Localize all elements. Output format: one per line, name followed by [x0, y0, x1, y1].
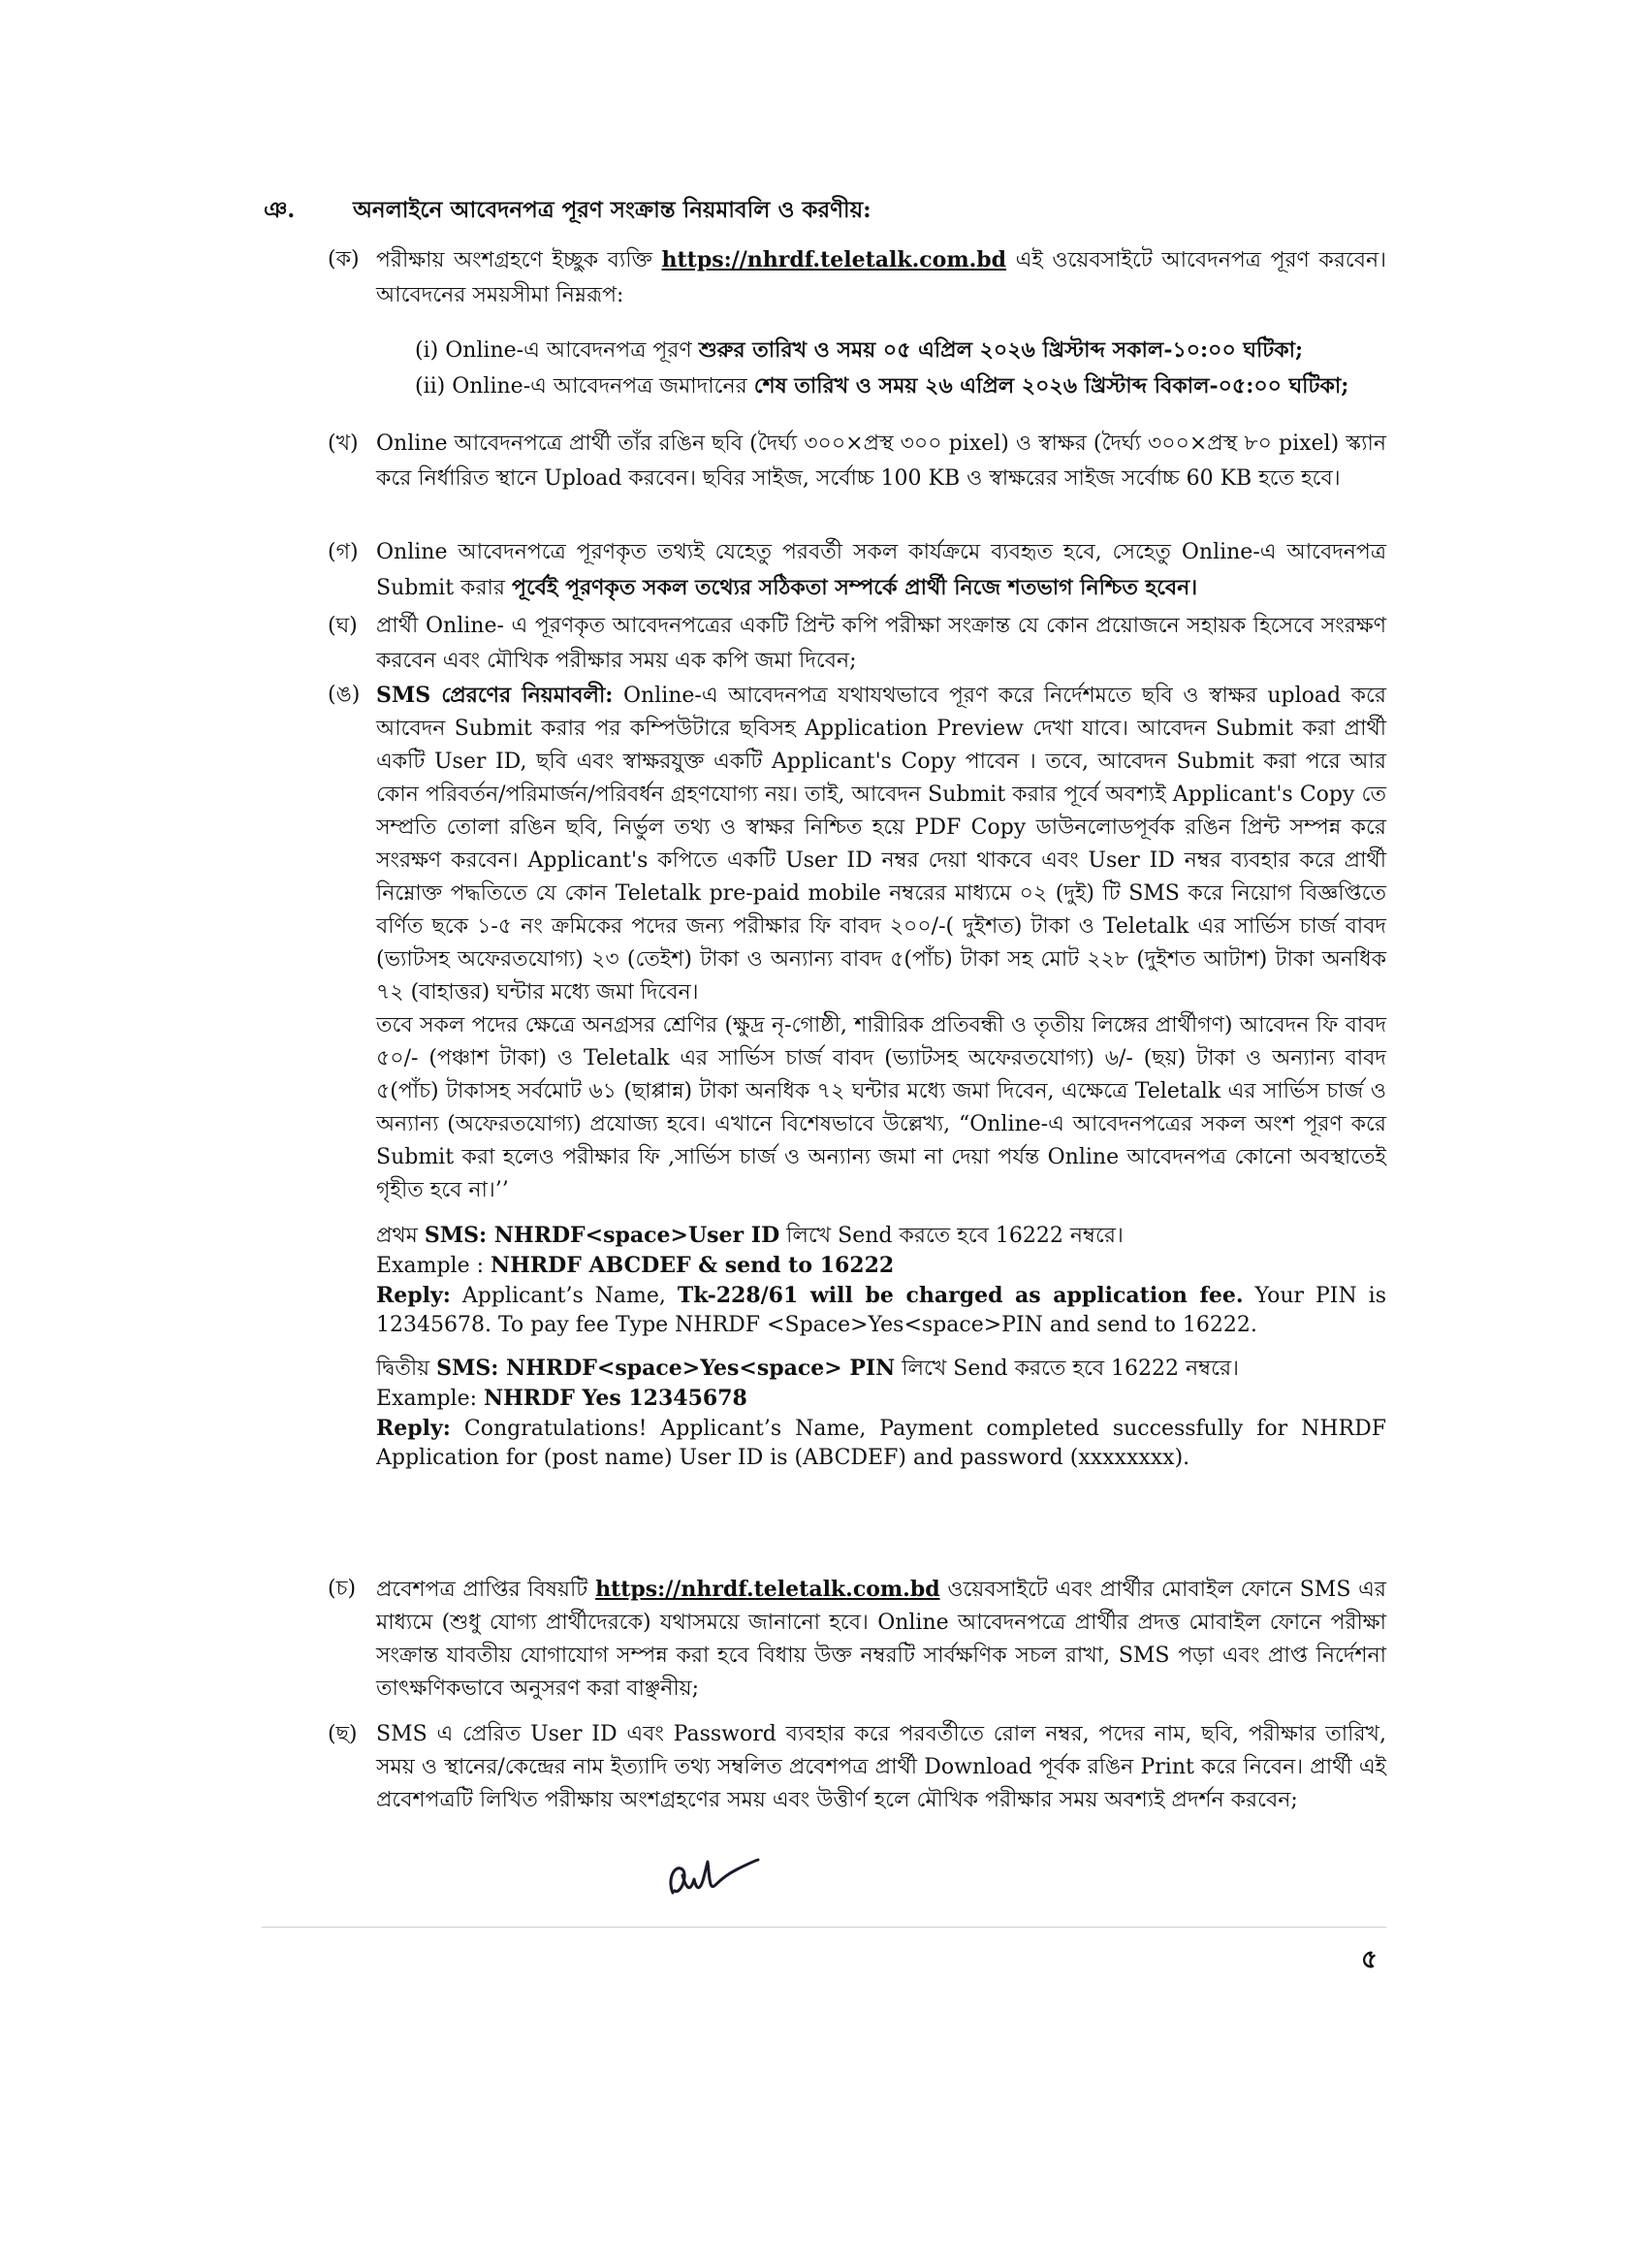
schedule-list [376, 333, 1386, 404]
section-marker: ঞ. [264, 197, 296, 223]
sms-step-1 [376, 1221, 1386, 1340]
item-ga [328, 535, 1386, 606]
item-label: (ঘ) [328, 614, 358, 638]
item-kha [328, 427, 1386, 496]
section-title: অনলাইনে আবেদনপত্র পূরণ সংক্রান্ত নিয়মাবলি ও করণীয়: [353, 197, 872, 223]
page-number: ৫ [1361, 1945, 1378, 1974]
item-label: (ছ) [328, 1722, 358, 1746]
item-label: (খ) [328, 431, 359, 456]
item-label: (চ) [328, 1577, 357, 1601]
signature-mark [665, 1850, 762, 1908]
item-chha-text: SMS এ প্রেরিত User ID এবং Password ব্যবহার করে পরবর্তীতে রোল নম্বর, পদের নাম, ছবি, পরীক্ষার তারিখ, সময় ও স্থানের/কেন্দ্রের নাম ইত্যাদি তথ্য সম্বলিত প্রবেশপত্র প্রার্থী Download পূর্বক রঙিন Print করে নিবেন। প্রার্থী এই প্রবেশপত্রটি লিখিত পরীক্ষায় অংশগ্রহণের সময় এবং উত্তীর্ণ হলে মৌখিক পরীক্ষার সময় অবশ্যই প্রদর্শন করবেন; [376, 1722, 1386, 1812]
item-chha [328, 1718, 1386, 1817]
item-label: (গ) [328, 540, 359, 564]
sms-step-2 [376, 1354, 1386, 1473]
item-gha-text: প্রার্থী Online- এ পূরণকৃত আবেদনপত্রের একটি প্রিন্ট কপি পরীক্ষা সংক্রান্ত যে কোন প্রয়োজনে সহায়ক হিসেবে সংরক্ষণ করবেন এবং মৌখিক পরীক্ষার সময় এক কপি জমা দিবেন; [376, 614, 1386, 673]
sms-step-1-instruction: প্রথম SMS: NHRDF<space>User ID লিখে Send করতে হবে 16222 নম্বরে। [376, 1223, 1124, 1248]
item-cha-text: প্রবেশপত্র প্রাপ্তির বিষয়টি https://nhrdf.teletalk.com.bd ওয়েবসাইটে এবং প্রার্থীর মোবাইল ফোনে SMS এর মাধ্যমে (শুধু যোগ্য প্রার্থীদেরকে) যথাসময়ে জানানো হবে। Online আবেদনপত্রে প্রার্থীর প্রদত্ত মোবাইল ফোনে পরীক্ষা সংক্রান্ত যাবতীয় যোগাযোগ সম্পন্ন করা হবে বিধায় উক্ত নম্বরটি সার্বক্ষণিক সচল রাখা, SMS পড়া এবং প্রাপ্ত নির্দেশনা তাৎক্ষণিকভাবে অনুসরণ করা বাঞ্ছনীয়; [376, 1577, 1386, 1701]
item-ka-intro: পরীক্ষায় অংশগ্রহণে ইচ্ছুক ব্যক্তি https://nhrdf.teletalk.com.bd এই ওয়েবসাইটে আবেদনপত্র পূরণ করবেন। আবেদনের সময়সীমা নিম্নরূপ: [376, 247, 1387, 307]
sms-step-2-instruction: দ্বিতীয় SMS: NHRDF<space>Yes<space> PIN লিখে Send করতে হবে 16222 নম্বরে। [376, 1356, 1239, 1381]
sms-step-1-reply: Reply: Applicant’s Name, Tk-228/61 will be charged as application fee. Your PIN is 12345678. To pay fee Type NHRDF <Space>Yes<space>PIN and send to 16222. [376, 1283, 1386, 1337]
website-link[interactable]: https://nhrdf.teletalk.com.bd [595, 1577, 940, 1602]
website-link[interactable]: https://nhrdf.teletalk.com.bd [661, 247, 1007, 272]
sms-rules-para-2: তবে সকল পদের ক্ষেত্রে অনগ্রসর শ্রেণির (ক্ষুদ্র নৃ-গোষ্ঠী, শারীরিক প্রতিবন্ধী ও তৃতীয় লিঙ্গের প্রার্থীগণ) আবেদন ফি বাবদ ৫০/- (পঞ্চাশ টাকা) ও Teletalk এর সার্ভিস চার্জ বাবদ (ভ্যাটসহ অফেরতযোগ্য) ৬/- (ছয়) টাকা ও অন্যান্য বাবদ ৫(পাঁচ) টাকাসহ সর্বমোট ৬১ (ছাপ্পান্ন) টাকা অনধিক ৭২ ঘন্টার মধ্যে জমা দিবেন, এক্ষেত্রে Teletalk এর সার্ভিস চার্জ ও অন্যান্য (অফেরতযোগ্য) প্রযোজ্য হবে। এখানে বিশেষভাবে উল্লেখ্য, “Online-এ আবেদনপত্রের সকল অংশ পূরণ করে Submit করা হলেও পরীক্ষার ফি ,সার্ভিস চার্জ ও অন্যান্য জমা না দেয়া পর্যন্ত Online আবেদনপত্র কোনো অবস্থাতেই গৃহীত হবে না।’’ [376, 1013, 1386, 1202]
sms-rules-heading: SMS প্রেরণের নিয়মাবলী: [376, 683, 614, 708]
sms-step-1-example: Example : NHRDF ABCDEF & send to 16222 [376, 1253, 895, 1278]
schedule-end: (ii) Online-এ আবেদনপত্র জমাদানের শেষ তারিখ ও সময় ২৬ এপ্রিল ২০২৬ খ্রিস্টাব্দ বিকাল-০৫:০০ ঘটিকা; [415, 373, 1349, 399]
sms-rules-para-1: SMS প্রেরণের নিয়মাবলী: Online-এ আবেদনপত্র যথাযথভাবে পূরণ করে নির্দেশমতে ছবি ও স্বাক্ষর upload করে আবেদন Submit করার পর কম্পিউটারে ছবিসহ Application Preview দেখা যাবে। আবেদন Submit করা প্রার্থী একটি User ID, ছবি এবং স্বাক্ষরযুক্ত একটি Applicant's Copy পাবেন । তবে, আবেদন Submit করা পরে আর কোন পরিবর্তন/পরিমার্জন/পরিবর্ধন গ্রহণযোগ্য নয়। তাই, আবেদন Submit করার পূর্বে অবশ্যই Applicant's Copy তে সম্প্রতি তোলা রঙিন ছবি, নির্ভুল তথ্য ও স্বাক্ষর নিশ্চিত হয়ে PDF Copy ডাউনলোডপূর্বক রঙিন প্রিন্ট সম্পন্ন করে সংরক্ষণ করবেন। Applicant's কপিতে একটি User ID নম্বর দেয়া থাকবে এবং User ID নম্বর ব্যবহার করে প্রার্থী নিম্নোক্ত পদ্ধতিতে যে কোন Teletalk pre-paid mobile নম্বরের মাধ্যমে ০২ (দুই) টি SMS করে নিয়োগ বিজ্ঞপ্তিতে বর্ণিত ছকে ১-৫ নং ক্রমিকের পদের জন্য পরীক্ষার ফি বাবদ ২০০/-( দুইশত) টাকা ও Teletalk এর সার্ভিস চার্জ বাবদ (ভ্যাটসহ অফেরতযোগ্য) ২৩ (তেইশ) টাকা ও অন্যান্য বাবদ ৫(পাঁচ) টাকা সহ মোট ২২৮ (দুইশত আটাশ) টাকা অনধিক ৭২ (বাহাত্তর) ঘন্টার মধ্যে জমা দিবেন। [376, 683, 1386, 1005]
item-label: (ক) [328, 247, 360, 272]
sms-step-2-example: Example: NHRDF Yes 12345678 [376, 1386, 747, 1411]
item-label: (ঙ) [328, 683, 361, 707]
item-umo [328, 679, 1386, 1473]
item-kha-text: Online আবেদনপত্রে প্রার্থী তাঁর রঙিন ছবি (দৈর্ঘ্য ৩০০×প্রস্থ ৩০০ pixel) ও স্বাক্ষর (দৈর্ঘ্য ৩০০×প্রস্থ ৮০ pixel) স্ক্যান করে নির্ধারিত স্থানে Upload করবেন। ছবির সাইজ, সর্বোচ্চ 100 KB ও স্বাক্ষরের সাইজ সর্বোচ্চ 60 KB হতে হবে। [376, 431, 1386, 491]
item-ka [328, 242, 1386, 404]
item-ga-text: Online আবেদনপত্রে পূরণকৃত তথ্যই যেহেতু পরবর্তী সকল কার্যক্রমে ব্যবহৃত হবে, সেহেতু Online-এ আবেদনপত্র Submit করার পূর্বেই পূরণকৃত সকল তথ্যের সঠিকতা সম্পর্কে প্রার্থী নিজে শতভাগ নিশ্চিত হবেন। [376, 540, 1386, 600]
footer-divider [262, 1927, 1386, 1928]
schedule-start: (i) Online-এ আবেদনপত্র পূরণ শুরুর তারিখ ও সময় ০৫ এপ্রিল ২০২৬ খ্রিস্টাব্দ সকাল-১০:০০ ঘটিকা; [415, 337, 1304, 363]
item-gha [328, 609, 1386, 679]
item-cha [328, 1573, 1386, 1706]
sms-step-2-reply: Reply: Congratulations! Applicant’s Name, Payment completed successfully for NHRDF Application for (post name) User ID is (ABCDEF) and password (xxxxxxxx). [376, 1416, 1386, 1470]
